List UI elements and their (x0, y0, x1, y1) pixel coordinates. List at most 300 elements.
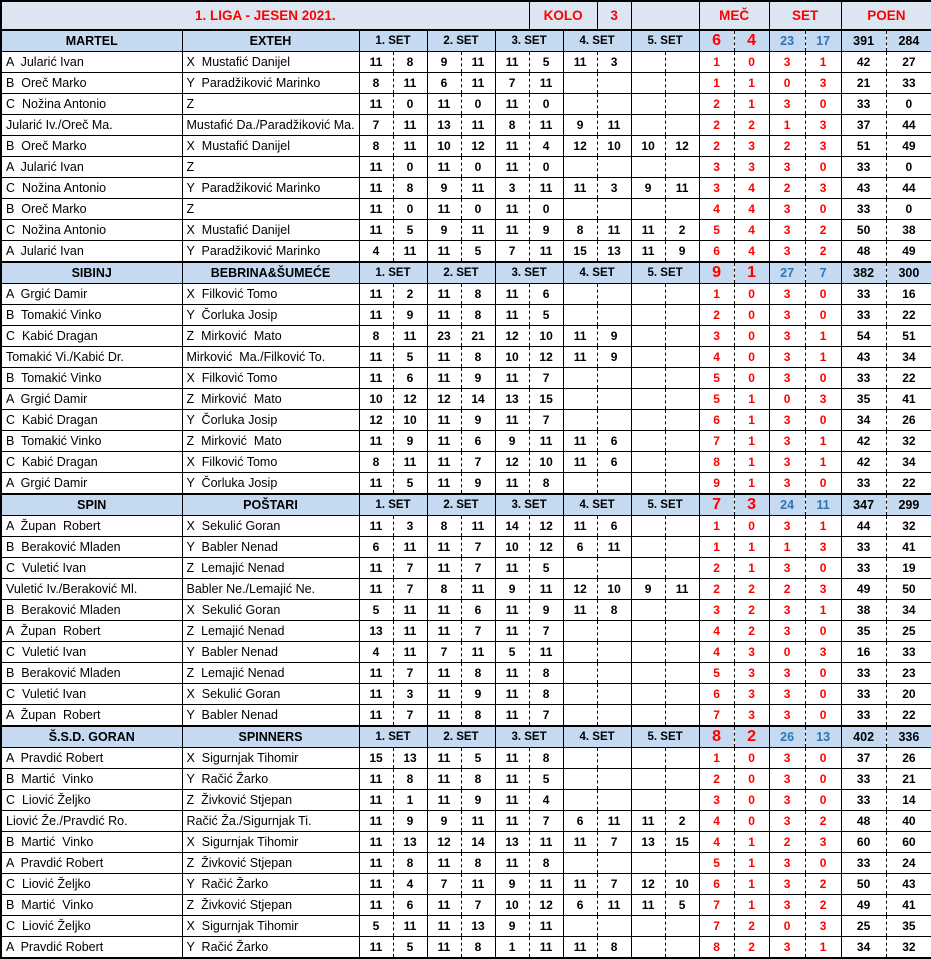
set3-away-score-cell: 7 (529, 811, 563, 832)
set3-away-score-cell: 11 (529, 178, 563, 199)
set-column-header-3: 3. SET (495, 494, 563, 516)
set4-away-score-cell: 11 (597, 811, 631, 832)
away-player-cell: Mirković Ma./Filković To. (182, 347, 359, 368)
set1-home-score-cell: 11 (359, 157, 393, 178)
mec-running-away-cell: 1 (734, 410, 769, 431)
set1-away-score-cell: 11 (393, 537, 427, 558)
set5-away-score-cell (665, 410, 699, 431)
set4-home-score-cell: 11 (563, 178, 597, 199)
set-result-away-cell: 0 (805, 853, 841, 874)
match-row (1, 115, 931, 136)
set1-away-score-cell: 5 (393, 473, 427, 495)
set3-home-score-cell: 11 (495, 52, 529, 73)
set2-home-score-cell: 11 (427, 537, 461, 558)
home-player-cell: A Grgić Damir (1, 284, 182, 305)
set3-away-score-cell: 11 (529, 115, 563, 136)
set-result-home-cell: 1 (769, 115, 805, 136)
poen-home-cell: 16 (841, 642, 886, 663)
mec-running-home-cell: 4 (699, 642, 734, 663)
set4-away-score-cell (597, 663, 631, 684)
set-result-away-cell: 1 (805, 452, 841, 473)
away-player-cell: Z Mirković Mato (182, 389, 359, 410)
poen-away-cell: 23 (886, 663, 931, 684)
mec-running-away-cell: 1 (734, 73, 769, 94)
set2-away-score-cell: 12 (461, 136, 495, 157)
set2-away-score-cell: 8 (461, 769, 495, 790)
set3-home-score-cell: 11 (495, 600, 529, 621)
set1-away-score-cell: 11 (393, 642, 427, 663)
set5-home-score-cell (631, 368, 665, 389)
mec-total-home: 6 (699, 30, 734, 52)
set1-home-score-cell: 11 (359, 769, 393, 790)
mec-total-away: 1 (734, 262, 769, 284)
away-player-cell: X Mustafić Danijel (182, 52, 359, 73)
poen-home-cell: 35 (841, 389, 886, 410)
set-result-home-cell: 3 (769, 431, 805, 452)
home-player-cell: A Župan Robert (1, 516, 182, 537)
set1-home-score-cell: 11 (359, 473, 393, 495)
set-column-header-3: 3. SET (495, 262, 563, 284)
home-player-cell: B Tomakić Vinko (1, 305, 182, 326)
set1-away-score-cell: 3 (393, 516, 427, 537)
set2-away-score-cell: 7 (461, 537, 495, 558)
set-result-away-cell: 3 (805, 73, 841, 94)
mec-running-home-cell: 3 (699, 157, 734, 178)
mec-running-home-cell: 3 (699, 178, 734, 199)
set4-away-score-cell: 9 (597, 326, 631, 347)
home-player-cell: A Pravdić Robert (1, 937, 182, 959)
mec-running-home-cell: 5 (699, 220, 734, 241)
set5-home-score-cell (631, 790, 665, 811)
set1-home-score-cell: 8 (359, 326, 393, 347)
set2-home-score-cell: 7 (427, 642, 461, 663)
set-result-away-cell: 0 (805, 663, 841, 684)
set2-away-score-cell: 11 (461, 220, 495, 241)
set3-away-score-cell: 11 (529, 241, 563, 263)
set4-home-score-cell (563, 663, 597, 684)
poen-away-cell: 43 (886, 874, 931, 895)
set4-home-score-cell: 8 (563, 220, 597, 241)
set5-away-score-cell (665, 115, 699, 136)
set-column-header-5: 5. SET (631, 726, 699, 748)
set5-away-score-cell (665, 790, 699, 811)
set3-home-score-cell: 11 (495, 220, 529, 241)
set4-home-score-cell (563, 473, 597, 495)
set-result-home-cell: 3 (769, 220, 805, 241)
set-result-away-cell: 0 (805, 157, 841, 178)
mec-running-home-cell: 7 (699, 431, 734, 452)
set4-home-score-cell: 11 (563, 52, 597, 73)
set3-away-score-cell: 5 (529, 52, 563, 73)
set5-away-score-cell (665, 326, 699, 347)
set2-away-score-cell: 9 (461, 368, 495, 389)
away-team-name: SPINNERS (182, 726, 359, 748)
match-row (1, 178, 931, 199)
set5-home-score-cell: 13 (631, 832, 665, 853)
set5-away-score-cell (665, 368, 699, 389)
mec-running-home-cell: 2 (699, 305, 734, 326)
mec-running-home-cell: 7 (699, 916, 734, 937)
set-result-away-cell: 3 (805, 115, 841, 136)
mec-running-away-cell: 1 (734, 874, 769, 895)
poen-home-cell: 51 (841, 136, 886, 157)
poen-away-cell: 33 (886, 73, 931, 94)
match-row (1, 473, 931, 495)
set-result-home-cell: 0 (769, 642, 805, 663)
poen-away-cell: 22 (886, 705, 931, 727)
poen-home-cell: 37 (841, 115, 886, 136)
mec-running-away-cell: 0 (734, 811, 769, 832)
set3-away-score-cell: 0 (529, 94, 563, 115)
set1-away-score-cell: 7 (393, 558, 427, 579)
set-result-home-cell: 3 (769, 790, 805, 811)
set3-away-score-cell: 10 (529, 326, 563, 347)
set3-home-score-cell: 11 (495, 621, 529, 642)
match-row (1, 621, 931, 642)
set4-away-score-cell (597, 473, 631, 495)
match-row (1, 389, 931, 410)
set-result-away-cell: 0 (805, 368, 841, 389)
set2-away-score-cell: 7 (461, 452, 495, 473)
mec-running-home-cell: 2 (699, 558, 734, 579)
set3-home-score-cell: 7 (495, 73, 529, 94)
set5-home-score-cell: 11 (631, 241, 665, 263)
set3-home-score-cell: 11 (495, 199, 529, 220)
set2-away-score-cell: 8 (461, 705, 495, 727)
set1-home-score-cell: 13 (359, 621, 393, 642)
poen-away-cell: 14 (886, 790, 931, 811)
set5-away-score-cell: 15 (665, 832, 699, 853)
set4-home-score-cell (563, 853, 597, 874)
set5-away-score-cell (665, 305, 699, 326)
set2-away-score-cell: 7 (461, 895, 495, 916)
mec-total-away: 2 (734, 726, 769, 748)
set4-home-score-cell (563, 305, 597, 326)
set5-away-score-cell (665, 94, 699, 115)
set4-home-score-cell (563, 621, 597, 642)
set4-away-score-cell (597, 73, 631, 94)
set4-away-score-cell (597, 305, 631, 326)
mec-running-away-cell: 2 (734, 621, 769, 642)
set4-home-score-cell: 12 (563, 136, 597, 157)
set3-away-score-cell: 8 (529, 853, 563, 874)
set5-home-score-cell (631, 473, 665, 495)
set2-home-score-cell: 11 (427, 916, 461, 937)
match-row (1, 705, 931, 727)
set3-away-score-cell: 5 (529, 769, 563, 790)
set1-home-score-cell: 15 (359, 748, 393, 769)
set5-home-score-cell (631, 684, 665, 705)
team-header-row (1, 494, 931, 516)
mec-running-away-cell: 3 (734, 663, 769, 684)
away-player-cell: Z (182, 157, 359, 178)
set-result-away-cell: 3 (805, 642, 841, 663)
mec-running-home-cell: 2 (699, 136, 734, 157)
set-result-home-cell: 3 (769, 368, 805, 389)
set3-home-score-cell: 5 (495, 642, 529, 663)
set-column-header-5: 5. SET (631, 494, 699, 516)
match-row (1, 684, 931, 705)
set4-away-score-cell (597, 684, 631, 705)
set2-away-score-cell: 8 (461, 347, 495, 368)
set4-away-score-cell: 6 (597, 516, 631, 537)
home-player-cell: Tomakić Vi./Kabić Dr. (1, 347, 182, 368)
set3-home-score-cell: 11 (495, 410, 529, 431)
set2-home-score-cell: 11 (427, 347, 461, 368)
mec-running-away-cell: 3 (734, 684, 769, 705)
mec-running-home-cell: 4 (699, 832, 734, 853)
set5-away-score-cell (665, 199, 699, 220)
match-row (1, 853, 931, 874)
set1-away-score-cell: 0 (393, 157, 427, 178)
set3-home-score-cell: 11 (495, 558, 529, 579)
set2-home-score-cell: 11 (427, 663, 461, 684)
set2-away-score-cell: 11 (461, 642, 495, 663)
mec-running-home-cell: 6 (699, 874, 734, 895)
set1-home-score-cell: 11 (359, 684, 393, 705)
set1-away-score-cell: 11 (393, 600, 427, 621)
set2-home-score-cell: 11 (427, 853, 461, 874)
home-player-cell: Liović Že./Pravdić Ro. (1, 811, 182, 832)
poen-away-cell: 32 (886, 516, 931, 537)
set-result-away-cell: 2 (805, 220, 841, 241)
set5-home-score-cell: 11 (631, 895, 665, 916)
set-result-away-cell: 3 (805, 579, 841, 600)
set5-home-score-cell (631, 537, 665, 558)
poen-total-away: 284 (886, 30, 931, 52)
set2-home-score-cell: 9 (427, 52, 461, 73)
home-player-cell: B Martić Vinko (1, 895, 182, 916)
set1-home-score-cell: 11 (359, 832, 393, 853)
set-result-home-cell: 3 (769, 874, 805, 895)
set2-home-score-cell: 6 (427, 73, 461, 94)
set2-home-score-cell: 9 (427, 811, 461, 832)
poen-away-cell: 49 (886, 136, 931, 157)
set3-away-score-cell: 8 (529, 473, 563, 495)
set3-home-score-cell: 11 (495, 853, 529, 874)
set4-home-score-cell: 9 (563, 115, 597, 136)
set2-home-score-cell: 11 (427, 790, 461, 811)
set3-away-score-cell: 11 (529, 832, 563, 853)
set5-away-score-cell (665, 157, 699, 178)
set-column-header-4: 4. SET (563, 262, 631, 284)
home-player-cell: B Martić Vinko (1, 832, 182, 853)
set3-away-score-cell: 11 (529, 874, 563, 895)
home-player-cell: C Kabić Dragan (1, 410, 182, 431)
set4-away-score-cell: 11 (597, 895, 631, 916)
set1-away-score-cell: 8 (393, 52, 427, 73)
set-column-header-1: 1. SET (359, 494, 427, 516)
set5-away-score-cell: 11 (665, 579, 699, 600)
set1-home-score-cell: 11 (359, 199, 393, 220)
mec-running-away-cell: 4 (734, 178, 769, 199)
match-row (1, 136, 931, 157)
mec-total-home: 8 (699, 726, 734, 748)
set-result-home-cell: 3 (769, 600, 805, 621)
away-player-cell: Y Račić Žarko (182, 769, 359, 790)
set3-away-score-cell: 9 (529, 600, 563, 621)
set4-home-score-cell: 11 (563, 516, 597, 537)
set2-home-score-cell: 9 (427, 220, 461, 241)
set4-home-score-cell (563, 157, 597, 178)
set5-away-score-cell (665, 642, 699, 663)
set1-away-score-cell: 9 (393, 305, 427, 326)
set5-home-score-cell (631, 199, 665, 220)
match-row (1, 73, 931, 94)
set1-away-score-cell: 0 (393, 94, 427, 115)
mec-running-home-cell: 2 (699, 579, 734, 600)
set3-away-score-cell: 8 (529, 663, 563, 684)
mec-running-home-cell: 5 (699, 663, 734, 684)
home-player-cell: B Oreč Marko (1, 73, 182, 94)
set5-home-score-cell: 10 (631, 136, 665, 157)
set2-home-score-cell: 7 (427, 874, 461, 895)
set4-away-score-cell (597, 705, 631, 727)
poen-away-cell: 33 (886, 642, 931, 663)
set-result-home-cell: 1 (769, 537, 805, 558)
set-column-header-2: 2. SET (427, 30, 495, 52)
set2-away-score-cell: 9 (461, 473, 495, 495)
set5-home-score-cell (631, 853, 665, 874)
set-result-home-cell: 2 (769, 579, 805, 600)
match-row (1, 368, 931, 389)
set5-away-score-cell (665, 516, 699, 537)
set5-home-score-cell (631, 52, 665, 73)
mec-running-away-cell: 2 (734, 937, 769, 959)
set4-away-score-cell (597, 916, 631, 937)
set5-home-score-cell (631, 157, 665, 178)
poen-home-cell: 33 (841, 368, 886, 389)
set-column-header-5: 5. SET (631, 30, 699, 52)
home-player-cell: B Martić Vinko (1, 769, 182, 790)
set3-away-score-cell: 12 (529, 347, 563, 368)
away-player-cell: X Sigurnjak Tihomir (182, 916, 359, 937)
poen-away-cell: 20 (886, 684, 931, 705)
match-row (1, 537, 931, 558)
mec-running-home-cell: 1 (699, 748, 734, 769)
set1-home-score-cell: 6 (359, 537, 393, 558)
set4-home-score-cell (563, 748, 597, 769)
mec-running-away-cell: 1 (734, 537, 769, 558)
set-result-home-cell: 2 (769, 832, 805, 853)
set5-home-score-cell: 12 (631, 874, 665, 895)
mec-running-away-cell: 3 (734, 642, 769, 663)
poen-home-cell: 33 (841, 199, 886, 220)
set1-home-score-cell: 11 (359, 853, 393, 874)
home-player-cell: C Nožina Antonio (1, 94, 182, 115)
set-column-header-2: 2. SET (427, 494, 495, 516)
set-result-away-cell: 0 (805, 284, 841, 305)
set1-away-score-cell: 3 (393, 684, 427, 705)
home-player-cell: B Tomakić Vinko (1, 431, 182, 452)
set-result-home-cell: 3 (769, 558, 805, 579)
match-row (1, 600, 931, 621)
poen-away-cell: 22 (886, 368, 931, 389)
mec-running-home-cell: 5 (699, 853, 734, 874)
set1-home-score-cell: 11 (359, 516, 393, 537)
match-row (1, 579, 931, 600)
set2-away-score-cell: 6 (461, 600, 495, 621)
set5-away-score-cell (665, 284, 699, 305)
set4-away-score-cell (597, 769, 631, 790)
set2-home-score-cell: 11 (427, 937, 461, 959)
set2-away-score-cell: 9 (461, 410, 495, 431)
home-player-cell: A Župan Robert (1, 621, 182, 642)
poen-home-cell: 35 (841, 621, 886, 642)
set4-home-score-cell (563, 284, 597, 305)
set3-home-score-cell: 14 (495, 516, 529, 537)
set5-away-score-cell (665, 52, 699, 73)
poen-home-cell: 48 (841, 241, 886, 263)
poen-away-cell: 0 (886, 199, 931, 220)
poen-away-cell: 38 (886, 220, 931, 241)
mec-running-home-cell: 2 (699, 94, 734, 115)
set4-home-score-cell: 15 (563, 241, 597, 263)
set-result-home-cell: 3 (769, 199, 805, 220)
set-column-header-5: 5. SET (631, 262, 699, 284)
set3-away-score-cell: 11 (529, 642, 563, 663)
set3-home-score-cell: 7 (495, 241, 529, 263)
set1-home-score-cell: 12 (359, 410, 393, 431)
set1-home-score-cell: 11 (359, 368, 393, 389)
set3-home-score-cell: 9 (495, 579, 529, 600)
match-row (1, 769, 931, 790)
set4-home-score-cell: 11 (563, 431, 597, 452)
poen-away-cell: 35 (886, 916, 931, 937)
set3-home-score-cell: 11 (495, 790, 529, 811)
home-player-cell: Vuletić Iv./Beraković Ml. (1, 579, 182, 600)
set3-home-score-cell: 13 (495, 389, 529, 410)
home-player-cell: A Župan Robert (1, 705, 182, 727)
away-player-cell: Y Čorluka Josip (182, 410, 359, 431)
team-header-row (1, 262, 931, 284)
set3-home-score-cell: 9 (495, 431, 529, 452)
set2-home-score-cell: 11 (427, 94, 461, 115)
set4-away-score-cell: 11 (597, 115, 631, 136)
home-player-cell: A Jularić Ivan (1, 157, 182, 178)
away-player-cell: Z Živković Stjepan (182, 853, 359, 874)
away-team-name: EXTEH (182, 30, 359, 52)
poen-away-cell: 0 (886, 94, 931, 115)
poen-away-cell: 19 (886, 558, 931, 579)
set1-home-score-cell: 5 (359, 600, 393, 621)
home-team-name: SPIN (1, 494, 182, 516)
match-row (1, 326, 931, 347)
set-result-away-cell: 2 (805, 241, 841, 263)
set5-away-score-cell (665, 684, 699, 705)
set2-home-score-cell: 11 (427, 600, 461, 621)
mec-running-away-cell: 2 (734, 600, 769, 621)
set4-home-score-cell: 11 (563, 832, 597, 853)
set2-home-score-cell: 11 (427, 769, 461, 790)
set4-home-score-cell (563, 389, 597, 410)
set1-home-score-cell: 4 (359, 642, 393, 663)
set-column-header-1: 1. SET (359, 262, 427, 284)
kolo-label: KOLO (529, 1, 597, 30)
set5-away-score-cell (665, 452, 699, 473)
set5-home-score-cell (631, 705, 665, 727)
set2-away-score-cell: 11 (461, 73, 495, 94)
home-player-cell: B Tomakić Vinko (1, 368, 182, 389)
poen-home-cell: 54 (841, 326, 886, 347)
poen-total-home: 347 (841, 494, 886, 516)
poen-away-cell: 60 (886, 832, 931, 853)
set1-home-score-cell: 11 (359, 558, 393, 579)
set1-away-score-cell: 8 (393, 853, 427, 874)
set3-away-score-cell: 7 (529, 621, 563, 642)
away-player-cell: Y Paradžiković Marinko (182, 241, 359, 263)
set1-home-score-cell: 11 (359, 895, 393, 916)
